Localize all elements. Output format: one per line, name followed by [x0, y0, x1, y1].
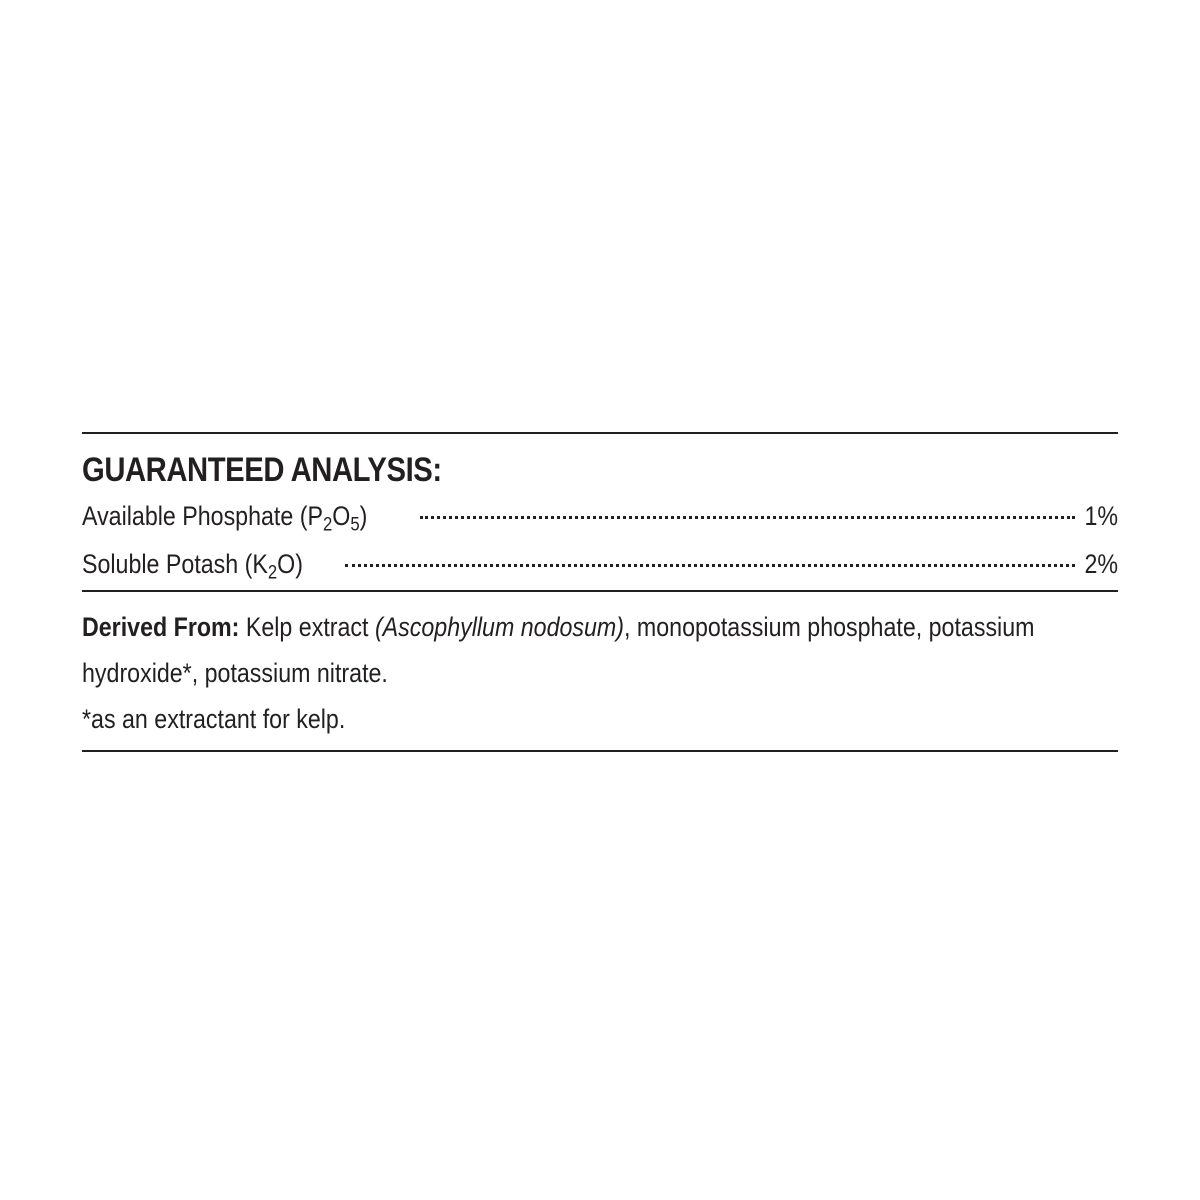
guaranteed-analysis-panel	[82, 432, 1118, 752]
latin-name: (Ascophyllum nodosum)	[374, 612, 625, 642]
analysis-heading: GUARANTEED ANALYSIS:	[82, 451, 442, 489]
dot-leader	[345, 543, 1075, 573]
nutrient-name: Available Phosphate $(P_2O_5)$	[82, 501, 368, 536]
nutrient-value: 2%	[1084, 549, 1118, 579]
top-rule	[82, 432, 1118, 434]
nutrient-name: Soluble Potash $(K_2O)$	[82, 549, 303, 584]
dot-leader	[420, 495, 1075, 525]
derived-from-label: Derived From:	[82, 612, 240, 642]
nutrient-value: 1%	[1084, 501, 1118, 531]
analysis-row-potash	[82, 540, 1118, 588]
derived-from-text: Derived From: Kelp extract (Ascophyllum nodosum), monopotassium phosphate, potassium hydroxide*, potassium nitrate. *as an extractant for kelp.	[82, 604, 1118, 742]
analysis-row-phosphate	[82, 492, 1118, 540]
middle-rule	[82, 590, 1118, 592]
bottom-rule	[82, 750, 1118, 752]
footnote: *as an extractant for kelp.	[82, 704, 346, 734]
